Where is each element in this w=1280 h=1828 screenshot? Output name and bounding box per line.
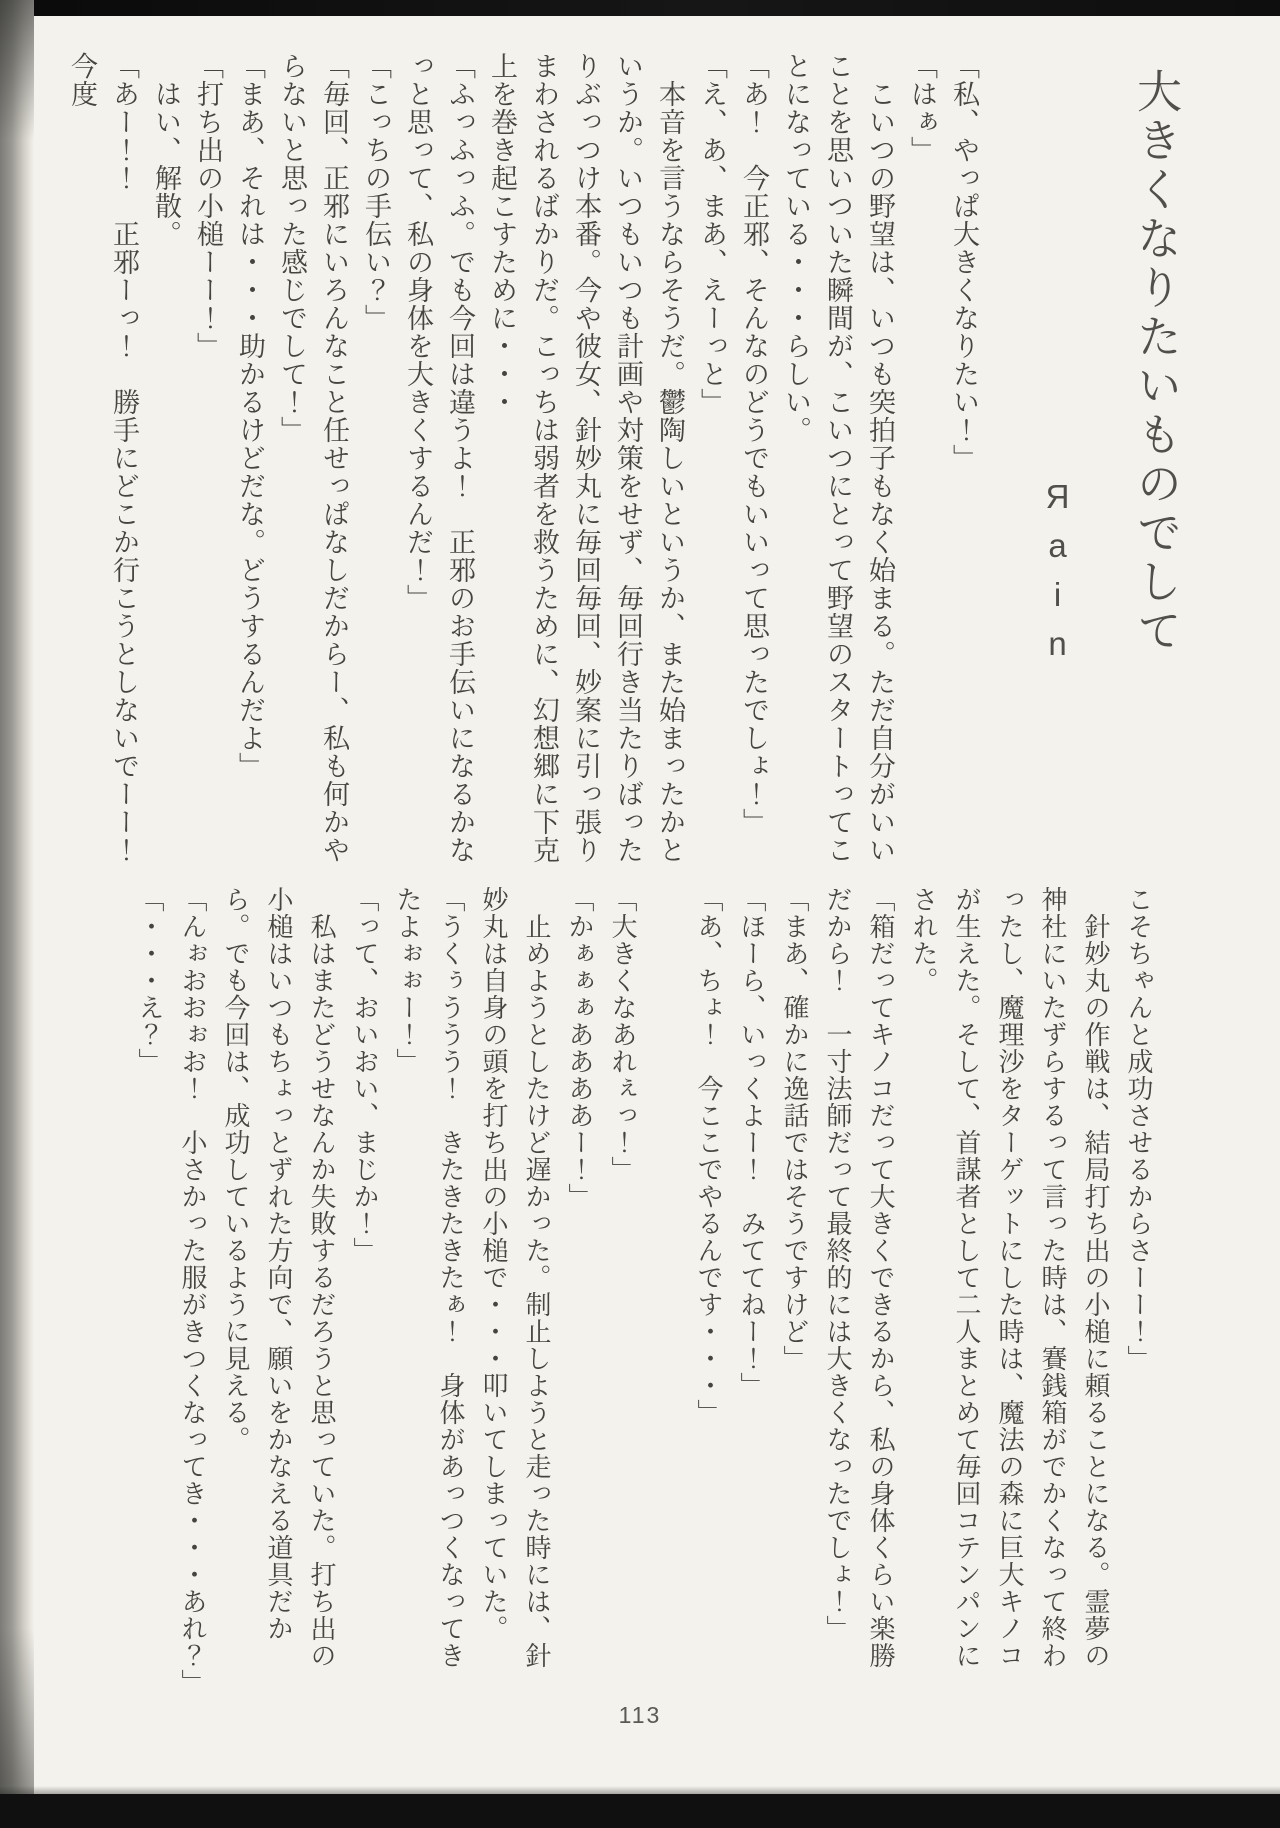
story-paragraph: 私はまたどうせなんか失敗するだろうと思っていた。打ち出の小槌はいつもちょっとずれた方向で、願いをかなえる道具だから。でも今回は、成功しているように見える。 (221, 886, 337, 1669)
story-paragraph: 「あー！！ 正邪ーっ！ 勝手にどこか行こうとしないでーー！ 今度 (67, 52, 139, 892)
page-number: 113 (618, 1702, 662, 1728)
scan-edge-bottom (0, 1794, 1280, 1828)
story-paragraph: 「毎回、正邪にいろんなこと任せっぱなしだからー、私も何かやらないと思った感じでして！」 (277, 52, 349, 864)
story-paragraph: 「まあ、確かに逸話ではそうですけど」 (780, 886, 810, 1372)
story-paragraph: 「ふっふっふ。でも今回は違うよ！ 正邪のお手伝いになるかなっと思って、私の身体を大きくするんだ！」 (403, 52, 475, 864)
story-paragraph: こそちゃんと成功させるからさーー！」 (1124, 886, 1154, 1372)
story-paragraph: こいつの野望は、いつも突拍子もなく始まる。ただ自分がいいことを思いついた瞬間が、こいつにとって野望のスタートってことになっている・・・らしい。 (781, 52, 895, 864)
story-paragraph: 止めようとしたけど遅かった。制止しようと走った時には、針妙丸は自身の頭を打ち出の小槌で・・・叩いてしまっていた。 (479, 886, 552, 1669)
story-paragraph: 「・・・え？」 (135, 886, 165, 1075)
story-paragraph: 本音を言うならそうだ。鬱陶しいというか、また始まったかというか。いつもいつも計画や対策をせず、毎回行き当たりばったりぶっつけ本番。今や彼女、針妙丸に毎回毎回、妙案に引っ張りまわされるばかりだ。こっちは弱者を救うために、幻想郷に下克上を巻き起こすために・・・ (487, 52, 685, 864)
story-paragraph: 「こっちの手伝い？」 (361, 52, 391, 332)
story-paragraph: はい、解散。 (151, 52, 181, 248)
story-paragraph: 「あ、ちょ！ 今ここでやるんです・・・」 (694, 886, 724, 1426)
scan-edge-top (0, 0, 1280, 16)
story-paragraph: 「打ち出の小槌ーー！」 (193, 52, 223, 360)
story-paragraph: 「箱だってキノコだって大きくできるから、私の身体くらい楽勝だから！ 一寸法師だって最終的には大きくなったでしょ！」 (823, 886, 896, 1669)
story-paragraph: 「かぁぁぁああああー！」 (565, 886, 595, 1210)
story-paragraph: 「って、おいおい、まじか！」 (350, 886, 380, 1264)
story-paragraph: 「んぉおおぉお！ 小さかった服がきつくなってき・・・あれ？」 (178, 886, 208, 1696)
story-title: 大きくなりたいものでして (1130, 68, 1181, 656)
story-paragraph: 針妙丸の作戦は、結局打ち出の小槌に頼ることになる。霊夢の神社にいたずらするって言った時は、賽銭箱がでかくなって終わったし、魔理沙をターゲットにした時は、魔法の森に巨大キノコが生えた。そして、首謀者として二人まとめて毎回コテンパンにされた。 (909, 886, 1111, 1669)
story-paragraph: 「まあ、それは・・・助かるけどだな。どうするんだよ」 (235, 52, 265, 780)
story-paragraph: 「私、やっぱ大きくなりたい！」 (949, 52, 979, 472)
scan-edge-left-shadow (0, 0, 34, 1828)
story-paragraph: 「え、あ、まあ、えーっと」 (697, 52, 727, 416)
story-paragraph: 「あ！ 今正邪、そんなのどうでもいいって思ったでしょ！」 (739, 52, 769, 836)
author-name: Яain (1039, 478, 1076, 674)
story-text-bottom-section (128, 886, 1160, 1696)
story-paragraph: 「ほーら、いっくよー！ みててねー！」 (737, 886, 767, 1399)
story-paragraph: 「うくぅううう！ きたきたきたぁ！ 身体があっつくなってきたよぉぉー！」 (393, 886, 466, 1669)
story-paragraph: 「大きくなあれぇっ！」 (608, 886, 638, 1183)
story-text-top-section (61, 52, 985, 892)
story-paragraph: 「はぁ」 (907, 52, 937, 164)
